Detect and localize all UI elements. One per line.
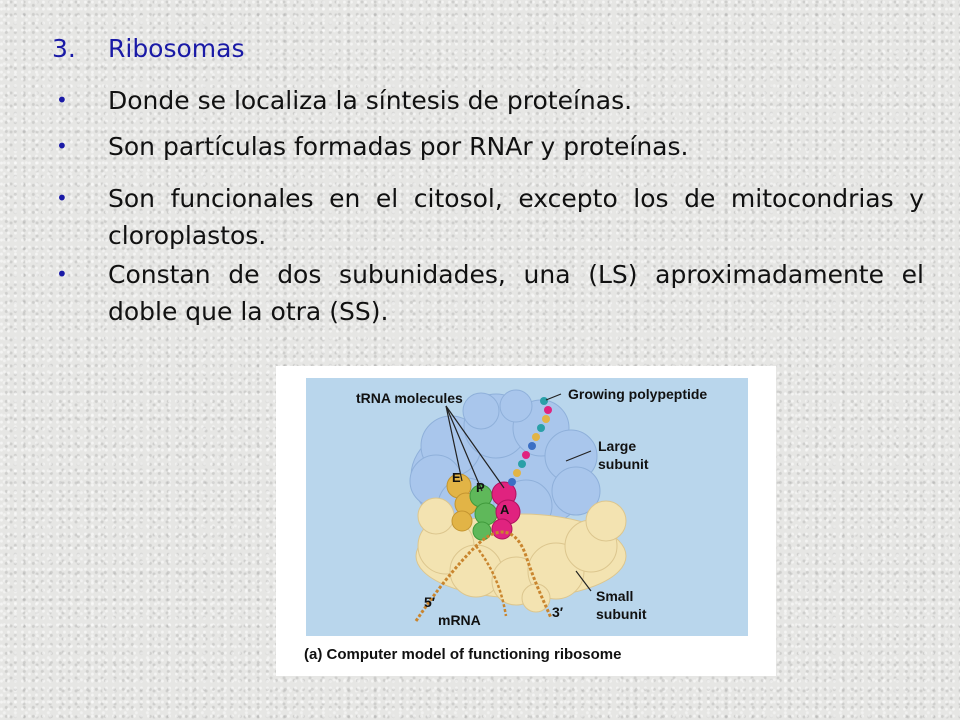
small-subunit-label-line1: Small — [596, 588, 634, 604]
bullet-text: Constan de dos subunidades, una (LS) aproximadamente el doble que la otra (SS). — [108, 260, 924, 326]
three-prime-label: 3′ — [552, 604, 564, 620]
five-prime-label: 5′ — [424, 594, 436, 610]
trna-molecules-label: tRNA molecules — [356, 390, 463, 406]
heading-number: 3. — [52, 34, 76, 63]
bullet-item — [52, 180, 924, 254]
heading-title: Ribosomas — [108, 34, 245, 63]
bullet-text: Son partículas formadas por RNAr y proteínas. — [108, 132, 689, 161]
bullet-item — [52, 82, 924, 119]
small-subunit-label-line2: subunit — [596, 606, 647, 622]
e-site-label: E — [452, 470, 461, 485]
p-site-label: P — [476, 480, 485, 495]
bullet-text: Son funcionales en el citosol, excepto los de mitocondrias y cloroplastos. — [108, 184, 924, 250]
figure-caption: (a) Computer model of functioning ribosome — [304, 646, 622, 663]
bullet-item — [52, 256, 924, 330]
bullet-dot-icon: • — [56, 262, 68, 286]
bullet-dot-icon: • — [56, 88, 68, 112]
slide-heading — [52, 34, 245, 63]
mrna-label: mRNA — [438, 612, 481, 628]
large-subunit-label-line2: subunit — [598, 456, 649, 472]
growing-polypeptide-label: Growing polypeptide — [568, 386, 708, 402]
bullet-text: Donde se localiza la síntesis de proteínas. — [108, 86, 633, 115]
ribosome-illustration — [276, 366, 776, 676]
bullet-dot-icon: • — [56, 134, 68, 158]
large-subunit-label-line1: Large — [598, 438, 637, 454]
ribosome-figure — [276, 366, 776, 676]
a-site-label: A — [500, 502, 510, 517]
bullet-item — [52, 128, 924, 165]
bullet-dot-icon: • — [56, 186, 68, 210]
